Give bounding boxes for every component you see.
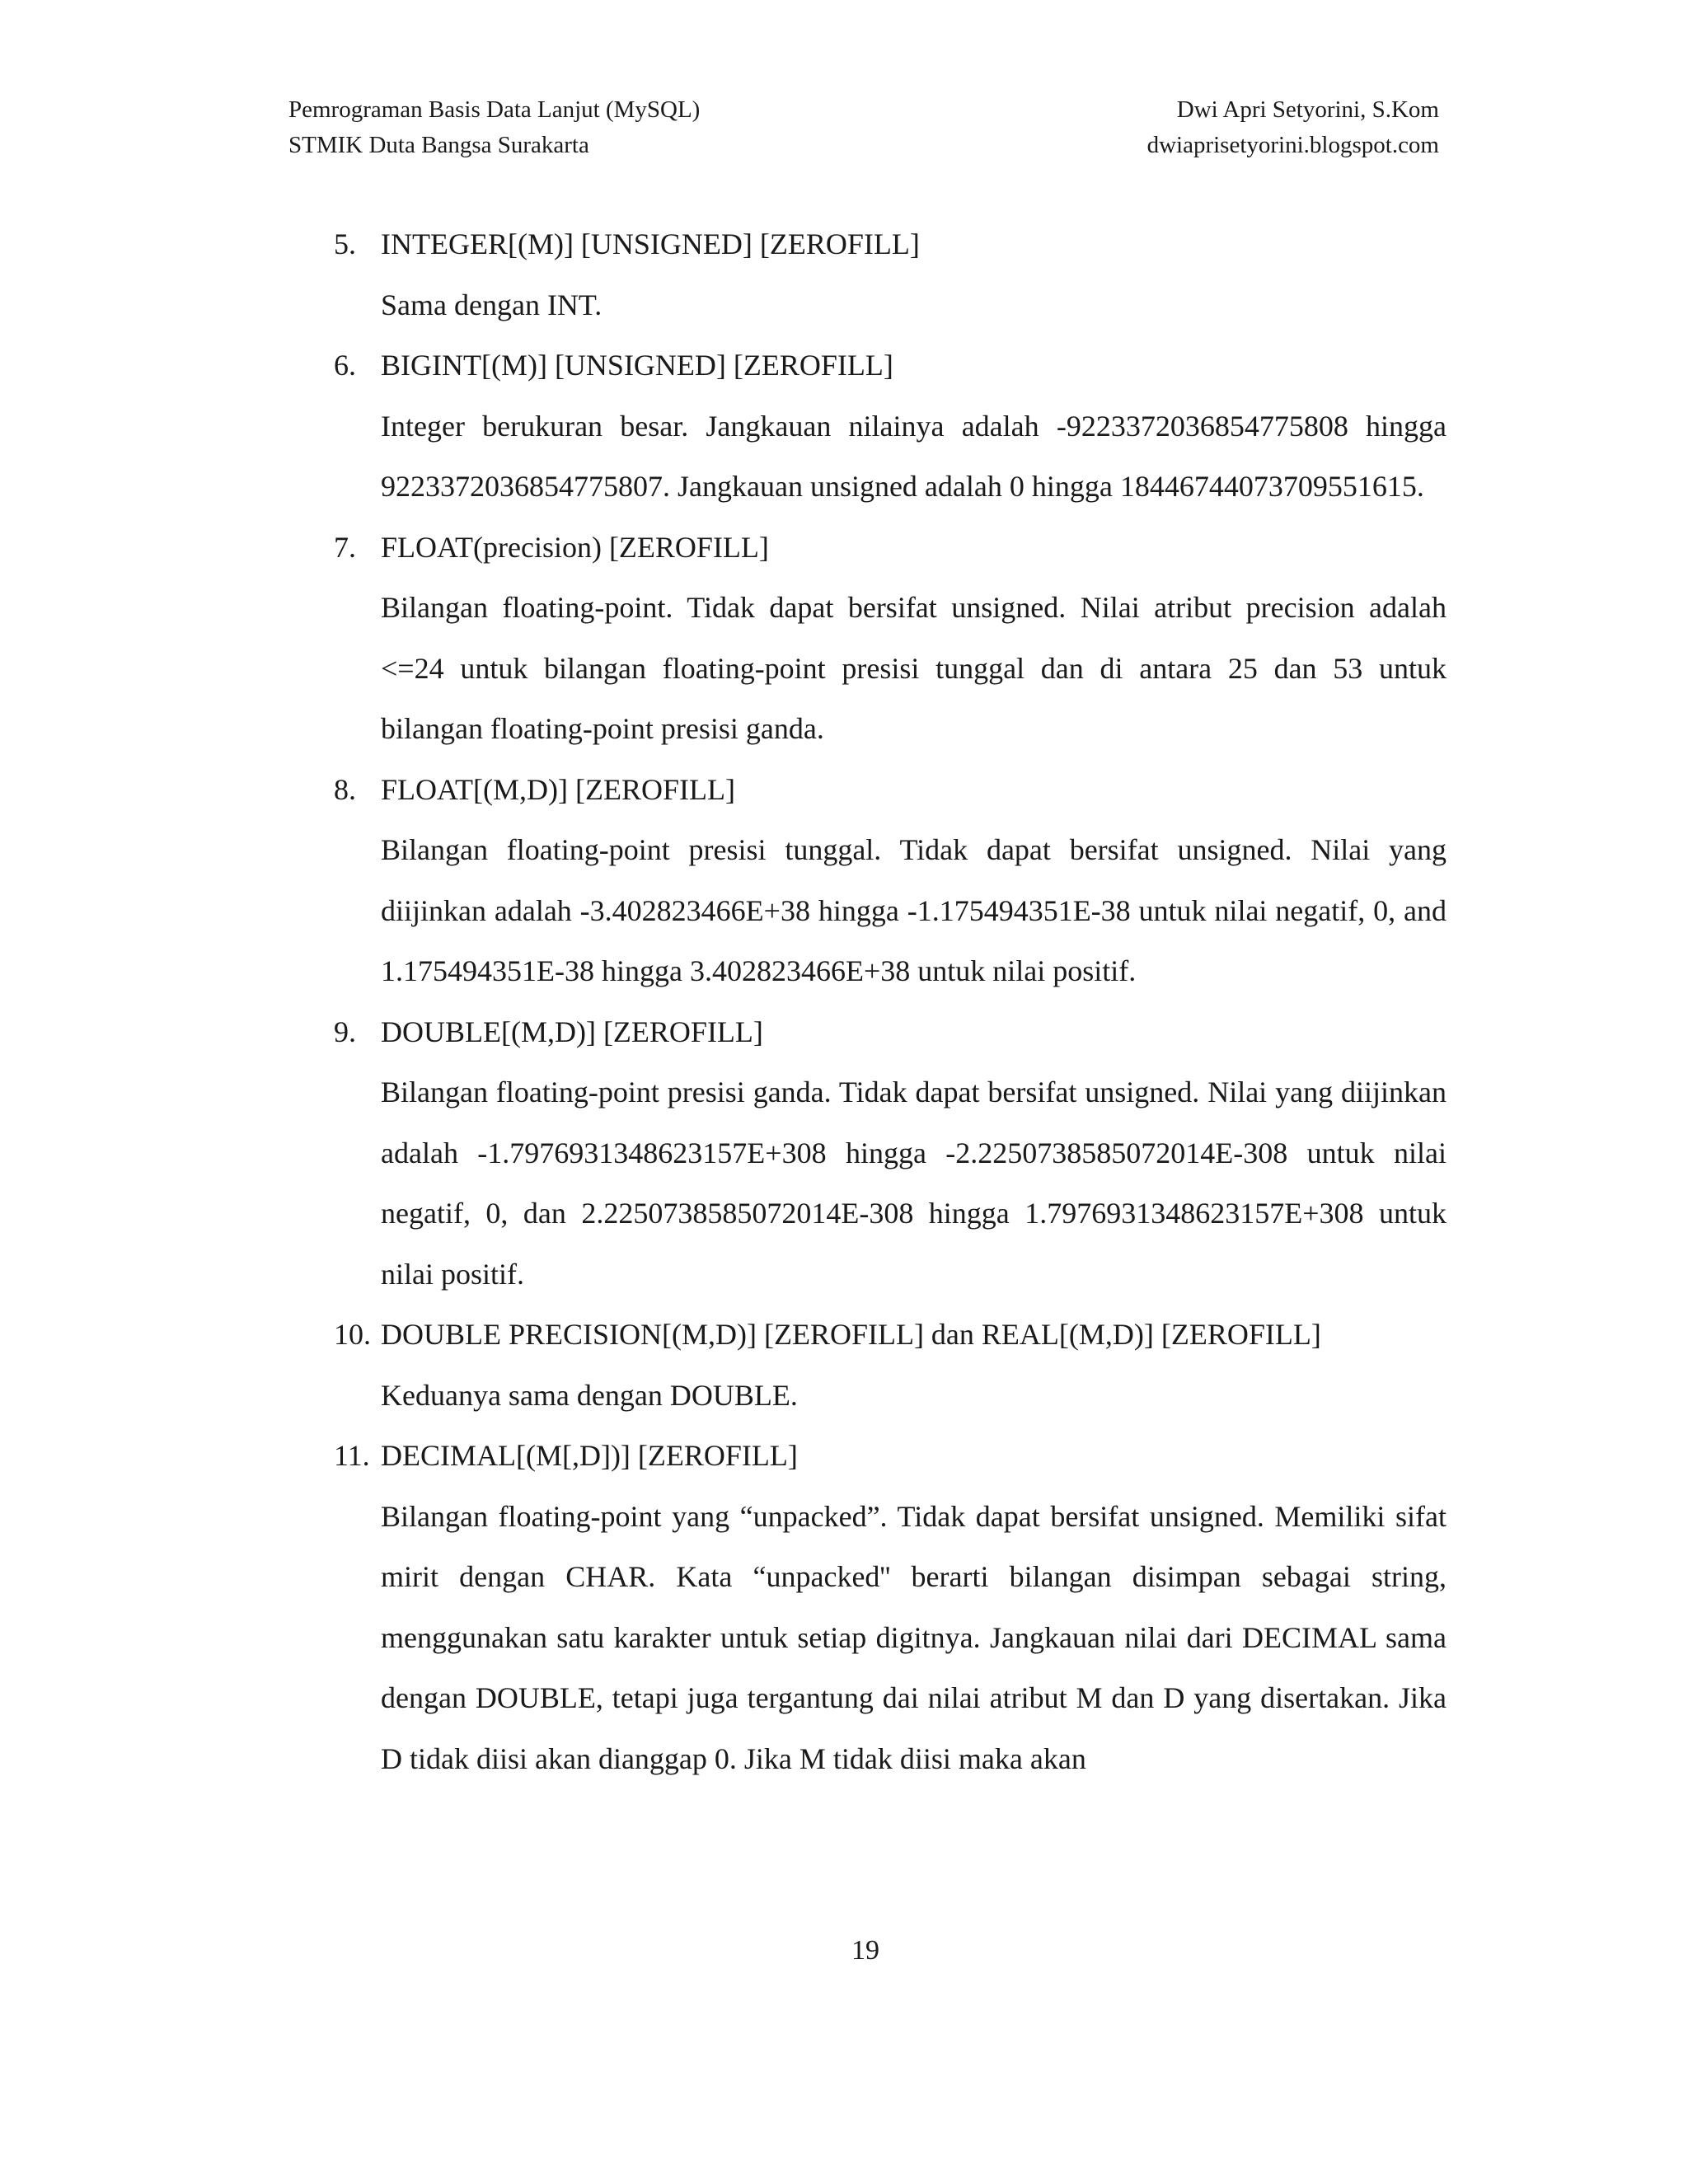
list-item	[334, 1002, 1447, 1305]
item-description: Integer berukuran besar. Jangkauan nilainya adalah -9223372036854775808 hingga 9223372036854775807. Jangkauan unsigned adalah 0 hingga 18446744073709551615.	[381, 409, 1447, 503]
list-item	[334, 335, 1447, 518]
header-blog: dwiaprisetyorini.blogspot.com	[1146, 132, 1439, 158]
page-number: 19	[851, 1935, 879, 1966]
header-course-title: Pemrograman Basis Data Lanjut (MySQL)	[288, 96, 701, 123]
item-description: Keduanya sama dengan DOUBLE.	[381, 1378, 798, 1412]
data-type-list	[334, 214, 1447, 1789]
header-left	[288, 92, 700, 163]
item-number: 11.	[334, 1439, 370, 1472]
item-title: FLOAT[(M,D)] [ZEROFILL]	[381, 772, 735, 806]
item-title: DOUBLE[(M,D)] [ZEROFILL]	[381, 1015, 763, 1048]
item-number: 8.	[334, 772, 356, 806]
item-description: Bilangan floating-point. Tidak dapat bersifat unsigned. Nilai atribut precision adalah <=24 untuk bilangan floating-point presisi tunggal dan di antara 25 dan 53 untuk bilangan floating-point presisi ganda.	[381, 591, 1447, 745]
list-item	[334, 214, 1447, 335]
list-item	[334, 760, 1447, 1002]
list-item	[334, 518, 1447, 760]
list-item	[334, 1426, 1447, 1789]
item-title: FLOAT(precision) [ZEROFILL]	[381, 530, 769, 564]
item-description: Bilangan floating-point yang “unpacked”. Tidak dapat bersifat unsigned. Memiliki sifat mirit dengan CHAR. Kata “unpacked'' berarti bilangan disimpan sebagai string, menggunakan satu karakter untuk setiap digitnya. Jangkauan nilai dari DECIMAL sama dengan DOUBLE, tetapi juga tergantung dai nilai atribut M dan D yang disertakan. Jika D tidak diisi akan dianggap 0. Jika M tidak diisi maka akan	[381, 1499, 1447, 1775]
item-description: Bilangan floating-point presisi ganda. Tidak dapat bersifat unsigned. Nilai yang diijinkan adalah -1.7976931348623157E+308 hingga -2.2250738585072014E-308 untuk nilai negatif, 0, dan 2.2250738585072014E-308 hingga 1.7976931348623157E+308 untuk nilai positif.	[381, 1076, 1447, 1291]
header-institution: STMIK Duta Bangsa Surakarta	[288, 132, 589, 158]
item-number: 10.	[334, 1318, 371, 1351]
item-title: DECIMAL[(M[,D])] [ZEROFILL]	[381, 1439, 798, 1472]
item-number: 9.	[334, 1015, 356, 1048]
header-right	[1147, 92, 1439, 163]
item-description: Bilangan floating-point presisi tunggal. Tidak dapat bersifat unsigned. Nilai yang diijinkan adalah -3.402823466E+38 hingga -1.175494351E-38 untuk nilai negatif, 0, and 1.175494351E-38 hingga 3.402823466E+38 untuk nilai positif.	[381, 833, 1447, 987]
item-number: 7.	[334, 530, 356, 564]
item-description: Sama dengan INT.	[381, 288, 603, 321]
item-title: DOUBLE PRECISION[(M,D)] [ZEROFILL] dan REAL[(M,D)] [ZEROFILL]	[381, 1318, 1321, 1351]
item-title: BIGINT[(M)] [UNSIGNED] [ZEROFILL]	[381, 349, 893, 382]
list-item	[334, 1305, 1447, 1426]
item-number: 6.	[334, 349, 356, 382]
header-author: Dwi Apri Setyorini, S.Kom	[1176, 96, 1439, 123]
item-number: 5.	[334, 227, 356, 260]
item-title: INTEGER[(M)] [UNSIGNED] [ZEROFILL]	[381, 227, 920, 260]
